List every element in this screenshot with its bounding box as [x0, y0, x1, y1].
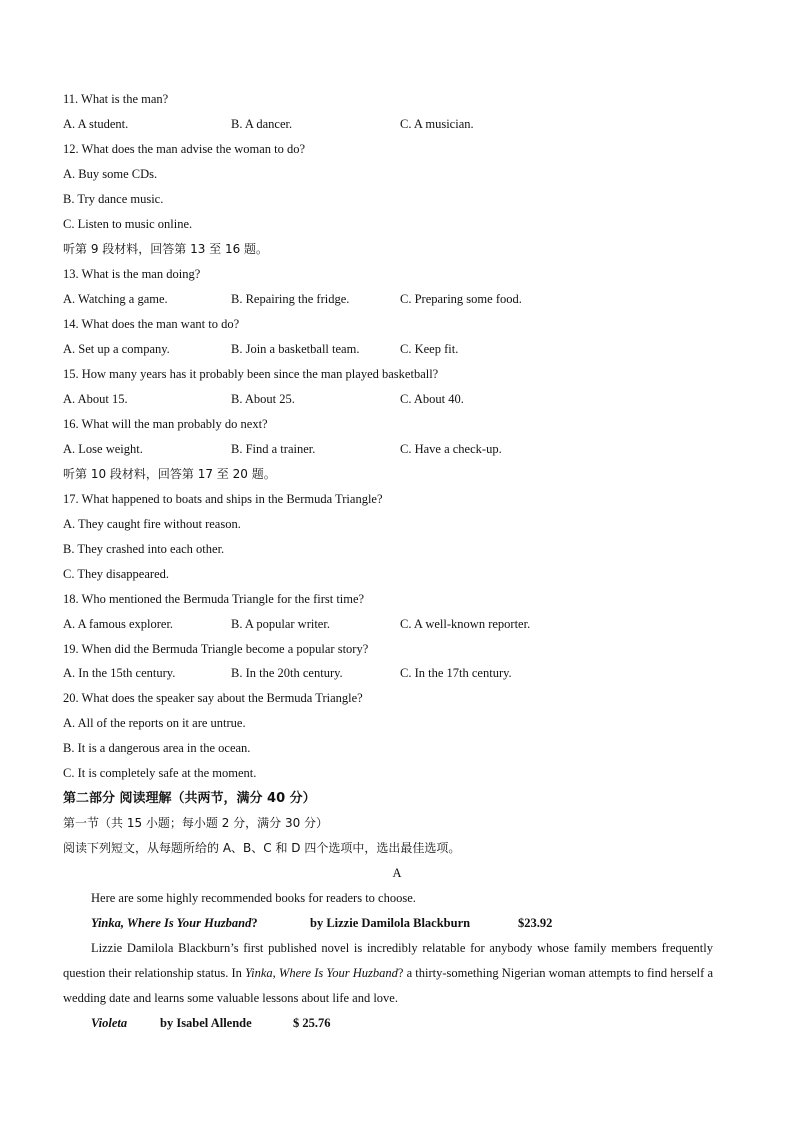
- book-1-price: $23.92: [518, 916, 553, 930]
- option-a: A. Set up a company.: [63, 342, 170, 356]
- question-17: 17. What happened to boats and ships in the Bermuda Triangle?: [63, 492, 383, 506]
- question-18: 18. Who mentioned the Bermuda Triangle for the first time?: [63, 592, 365, 606]
- book-1-qmark: ?: [251, 916, 258, 930]
- book-2-author: by Isabel Allende: [160, 1016, 252, 1030]
- part2-heading: 第二部分 阅读理解（共两节，满分 40 分）: [63, 791, 316, 806]
- book-1-author: by Lizzie Damilola Blackburn: [310, 916, 471, 930]
- book-1-title: Yinka, Where Is Your Huzband: [91, 916, 252, 930]
- option-b: B. Find a trainer.: [231, 442, 316, 456]
- option-c: C. Listen to music online.: [63, 217, 193, 231]
- book-1-desc-title: Yinka, Where Is Your Huzband: [245, 966, 398, 980]
- passage-intro: Here are some highly recommended books for readers to choose.: [91, 891, 416, 905]
- option-a: A. About 15.: [63, 392, 128, 406]
- question-14: 14. What does the man want to do?: [63, 317, 240, 331]
- option-a: A. They caught fire without reason.: [63, 517, 241, 531]
- book-1-desc-part2: ? a thirty-something Nigerian woman attempts to find herself a wedding date and learns some valuable lessons about life and love.: [63, 966, 713, 1005]
- question-15: 15. How many years has it probably been since the man played basketball?: [63, 367, 439, 381]
- option-b: B. Repairing the fridge.: [231, 292, 350, 306]
- book-2-title: Violeta: [91, 1016, 128, 1030]
- option-c: C. They disappeared.: [63, 567, 169, 581]
- option-a: A. All of the reports on it are untrue.: [63, 716, 246, 730]
- book-2-price: $ 25.76: [293, 1016, 331, 1030]
- option-c: C. A well-known reporter.: [400, 617, 531, 631]
- passage-letter: A: [392, 866, 402, 880]
- question-13: 13. What is the man doing?: [63, 267, 201, 281]
- instruction-segment-9: 听第 9 段材料，回答第 13 至 16 题。: [63, 242, 269, 256]
- option-b: B. Try dance music.: [63, 192, 164, 206]
- option-c: C. Have a check-up.: [400, 442, 502, 456]
- option-c: C. About 40.: [400, 392, 464, 406]
- option-c: C. In the 17th century.: [400, 666, 512, 680]
- question-20: 20. What does the speaker say about the Bermuda Triangle?: [63, 691, 363, 705]
- option-b: B. In the 20th century.: [231, 666, 343, 680]
- option-b: B. It is a dangerous area in the ocean.: [63, 741, 251, 755]
- option-a: A. A famous explorer.: [63, 617, 174, 631]
- option-b: B. They crashed into each other.: [63, 542, 225, 556]
- option-a: A. A student.: [63, 117, 129, 131]
- option-c: C. It is completely safe at the moment.: [63, 766, 257, 780]
- option-b: B. About 25.: [231, 392, 295, 406]
- option-a: A. Buy some CDs.: [63, 167, 158, 181]
- section1-heading: 第一节（共 15 小题；每小题 2 分，满分 30 分）: [63, 816, 329, 830]
- question-19: 19. When did the Bermuda Triangle become a popular story?: [63, 642, 369, 656]
- book-1-description: [63, 936, 713, 1011]
- option-b: B. A dancer.: [231, 117, 293, 131]
- question-12: 12. What does the man advise the woman to do?: [63, 142, 306, 156]
- instruction-segment-10: 听第 10 段材料，回答第 17 至 20 题。: [63, 467, 276, 481]
- option-c: C. A musician.: [400, 117, 474, 131]
- option-a: A. Lose weight.: [63, 442, 143, 456]
- book-1-title-wrap: [91, 911, 258, 936]
- option-b: B. A popular writer.: [231, 617, 330, 631]
- question-11: 11. What is the man?: [63, 92, 169, 106]
- option-c: C. Preparing some food.: [400, 292, 522, 306]
- option-b: B. Join a basketball team.: [231, 342, 360, 356]
- option-a: A. Watching a game.: [63, 292, 168, 306]
- reading-directions: 阅读下列短文，从每题所给的 A、B、C 和 D 四个选项中，选出最佳选项。: [63, 841, 461, 855]
- question-16: 16. What will the man probably do next?: [63, 417, 268, 431]
- option-a: A. In the 15th century.: [63, 666, 176, 680]
- option-c: C. Keep fit.: [400, 342, 459, 356]
- book-1-desc-part1: Lizzie Damilola Blackburn’s first published novel is incredibly relatable for anybody whose family members frequently question their relationship status. In: [63, 941, 713, 980]
